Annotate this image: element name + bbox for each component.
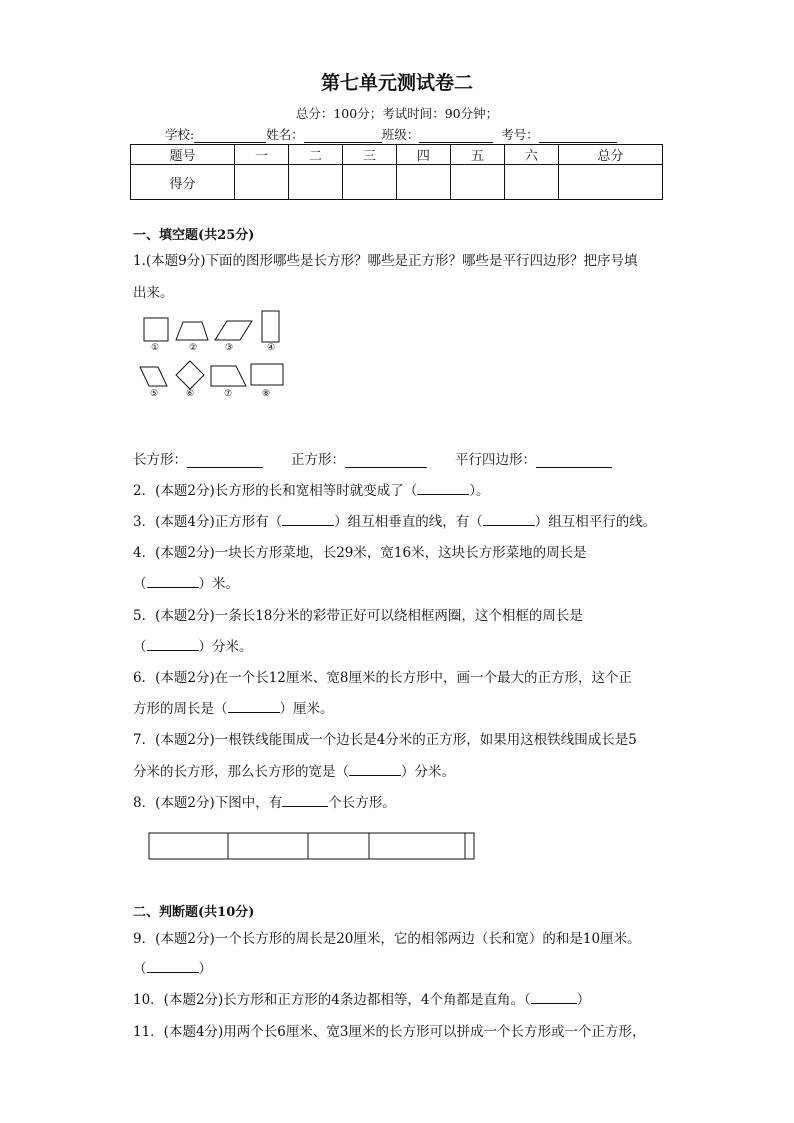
question-4-text: （ bbox=[133, 576, 147, 592]
exam-no-label: 考号： bbox=[501, 127, 539, 142]
score-table-header: 二 bbox=[289, 145, 343, 165]
question-7-text-end: ）分米。 bbox=[401, 764, 455, 780]
question-1-line-1: 1.(本题9分)下面的图形哪些是长方形？哪些是正方形？哪些是平行四边形？把序号填 bbox=[133, 253, 638, 269]
school-label: 学校: bbox=[165, 127, 195, 142]
question-7-line-1: 7．(本题2分)一根铁线能围成一个边长是4分米的正方形，如果用这根铁线围成长是5 bbox=[133, 732, 637, 748]
question-9-blank[interactable] bbox=[147, 959, 199, 973]
question-3-text-mid: ）组互相垂直的线，有（ bbox=[334, 514, 483, 530]
question-9-line-1: 9．(本题2分)一个长方形的周长是20厘米，它的相邻两边（长和宽）的和是10厘米。 bbox=[133, 931, 641, 947]
score-table-header: 总分 bbox=[558, 145, 662, 165]
question-10-blank[interactable] bbox=[531, 990, 577, 1004]
shape-label: ② bbox=[188, 343, 198, 353]
score-table-header: 三 bbox=[342, 145, 396, 165]
shape-label: ⑦ bbox=[223, 389, 233, 399]
section-2-title: 二、判断题(共10分) bbox=[133, 905, 255, 920]
score-table-header: 四 bbox=[396, 145, 450, 165]
question-5-text-end: ）分米。 bbox=[198, 639, 253, 655]
score-table-header: 题号 bbox=[131, 145, 235, 165]
shape-label: ⑧ bbox=[261, 389, 271, 399]
question-3-text-end: ）组互相平行的线。 bbox=[534, 514, 657, 530]
question-5-line-1: 5．(本题2分)一条长18分米的彩带正好可以绕相框两圈，这个相框的周长是 bbox=[133, 608, 583, 624]
score-table-header: 六 bbox=[504, 145, 558, 165]
question-9-text-end: ） bbox=[198, 961, 212, 977]
question-2-text: 2．(本题2分)长方形的长和宽相等时就变成了（ bbox=[133, 483, 418, 499]
page-title: 第七单元测试卷二 bbox=[320, 72, 473, 94]
question-1-line-2: 出来。 bbox=[133, 285, 174, 301]
question-4-text-end: ）米。 bbox=[198, 576, 239, 592]
question-10 bbox=[133, 988, 590, 1008]
score-table-header: 五 bbox=[450, 145, 504, 165]
shape-label: ⑤ bbox=[149, 389, 159, 399]
question-11-line-1: 11．(本题4分)用两个长6厘米、宽3厘米的长方形可以拼成一个长方形或一个正方形， bbox=[133, 1024, 646, 1040]
question-10-text: 10．(本题2分)长方形和正方形的4条边都相等，4个角都是直角。（ bbox=[133, 992, 531, 1008]
answer-square-label: 正方形： bbox=[291, 452, 345, 468]
exam-subtitle: 总分：100分；考试时间：90分钟； bbox=[295, 106, 499, 121]
question-6-text: 方形的周长是（ bbox=[133, 701, 228, 717]
question-6-line-1: 6．(本题2分)在一个长12厘米、宽8厘米的长方形中，画一个最大的正方形，这个正 bbox=[133, 670, 632, 686]
question-4-line-1: 4．(本题2分)一块长方形菜地，长29米，宽16米，这块长方形菜地的周长是 bbox=[133, 545, 587, 561]
shape-label: ③ bbox=[224, 343, 234, 353]
question-10-text-end: ） bbox=[576, 992, 591, 1008]
question-9-text: （ bbox=[133, 961, 147, 977]
question-7-text: 分米的长方形，那么长方形的宽是（ bbox=[133, 764, 349, 780]
strip-outline bbox=[149, 833, 474, 859]
score-row-label: 得分 bbox=[131, 165, 235, 200]
question-5-text: （ bbox=[133, 639, 147, 655]
question-2-text-end: ）。 bbox=[469, 483, 490, 499]
question-8-text-end: 个长方形。 bbox=[328, 795, 396, 811]
question-3-text: 3．(本题4分)正方形有（ bbox=[133, 514, 283, 530]
answer-rectangle-label: 长方形： bbox=[133, 452, 187, 468]
section-1-title: 一、填空题(共25分) bbox=[133, 228, 255, 243]
question-9-line-2 bbox=[133, 957, 212, 977]
question-6-text-end: ）厘米。 bbox=[279, 701, 334, 717]
score-table-header: 一 bbox=[235, 145, 289, 165]
class-label: 班级： bbox=[381, 127, 420, 142]
shape-label: ① bbox=[150, 343, 160, 353]
shape-label: ⑥ bbox=[185, 389, 195, 399]
name-label: 姓名： bbox=[266, 127, 304, 142]
question-8-text: 8．(本题2分)下图中，有 bbox=[133, 795, 283, 811]
shape-label: ④ bbox=[266, 343, 276, 353]
answer-parallelogram-label: 平行四边形： bbox=[455, 452, 536, 468]
